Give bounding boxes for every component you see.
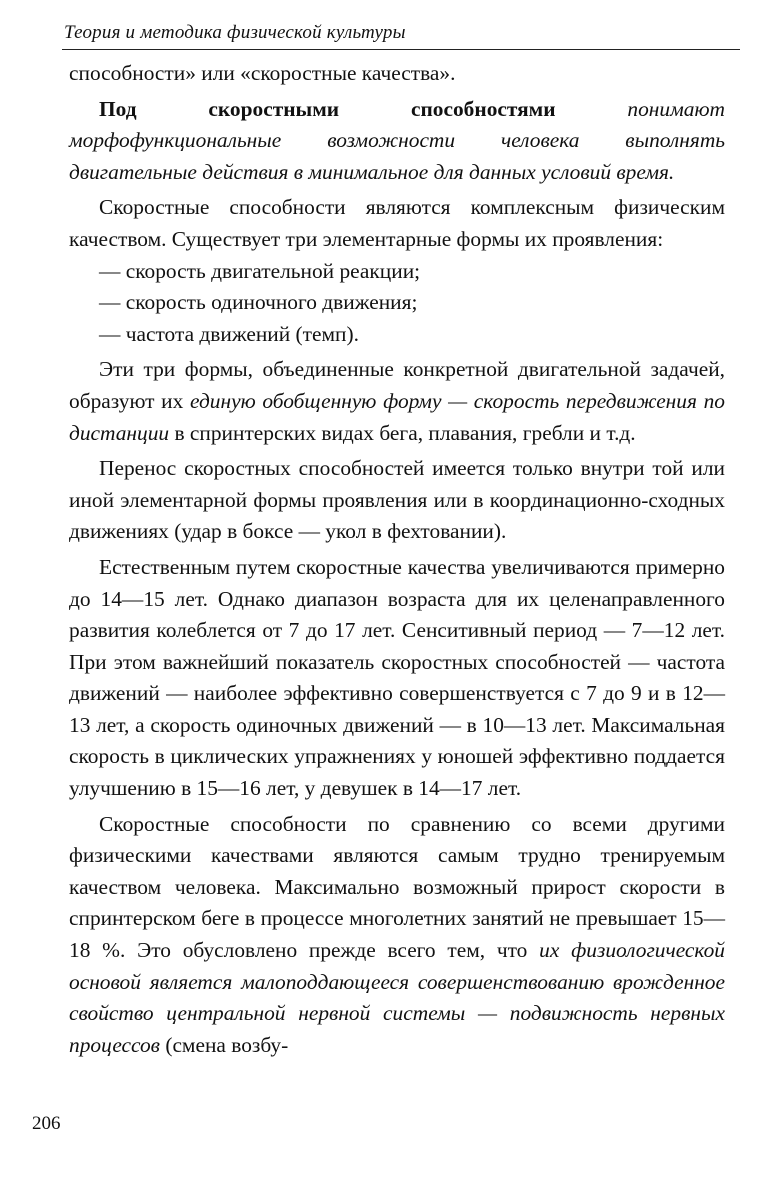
running-header: Теория и методика физической культуры xyxy=(64,22,406,43)
paragraph-definition xyxy=(69,94,725,189)
list-item: — частота движений (темп). xyxy=(99,321,359,346)
text-run: (смена возбу- xyxy=(159,1032,289,1057)
list-item: — скорость одиночного движения; xyxy=(99,290,418,315)
definition-text: понимают морфофункциональные возможности человека выполнять двигательные действия в минимальное для данных условий время. xyxy=(69,96,725,184)
definition-term: Под скоростными способностями xyxy=(99,96,556,121)
paragraph-trainability xyxy=(69,809,725,1062)
emphasis-text: единую обобщенную форму — скорость передвижения по дистанции xyxy=(69,388,725,445)
paragraph-transfer: Перенос скоростных способностей имеется только внутри той или иной элементарной формы проявления или в координационно-сходных движениях (удар в боксе — укол в фехтовании). xyxy=(69,456,725,544)
paragraph-unified-form xyxy=(69,354,725,449)
text-run: в спринтерских видах бега, плавания, гребли и т.д. xyxy=(169,420,636,445)
list-item: — скорость двигательной реакции; xyxy=(99,258,421,283)
emphasis-text: их физиологической основой является малоподдающееся совершенствованию врожденное свойство центральной нервной системы — подвижность нервных процессов xyxy=(69,938,725,1057)
text-run: Скоростные способности по сравнению со всеми другими физическими качествами являются самым трудно тренируемым качеством человека. Максимально возможный прирост скорости в спринтерском беге в процессе многолетних занятий не превышает 15—18 %. Это обусловлено прежде всего тем, что xyxy=(69,811,725,963)
text-run: Эти три формы, объединенные конкретной двигательной задачей, образуют их xyxy=(69,357,725,413)
page-number: 206 xyxy=(32,1113,61,1134)
paragraph-forms-intro: Скоростные способности являются комплексным физическим качеством. Существует три элементарные формы их проявления: xyxy=(69,195,725,251)
header-rule xyxy=(62,49,740,50)
page-body xyxy=(69,58,725,1061)
paragraph-continuation: способности» или «скоростные качества». xyxy=(69,61,456,85)
paragraph-age-development: Естественным путем скоростные качества увеличиваются примерно до 14—15 лет. Однако диапазон возраста для их целенаправленного развития колеблется от 7 до 17 лет. Сенситивный период — 7—12 лет. При этом важнейший показатель скоростных способностей — частота движений — наиболее эффективно совершенствуется с 7 до 9 и в 12—13 лет, а скорость одиночных движений — в 10—13 лет. Максимальная скорость в циклических упражнениях у юношей эффективно поддается улучшению в 15—16 лет, у девушек в 14—17 лет. xyxy=(69,554,725,801)
